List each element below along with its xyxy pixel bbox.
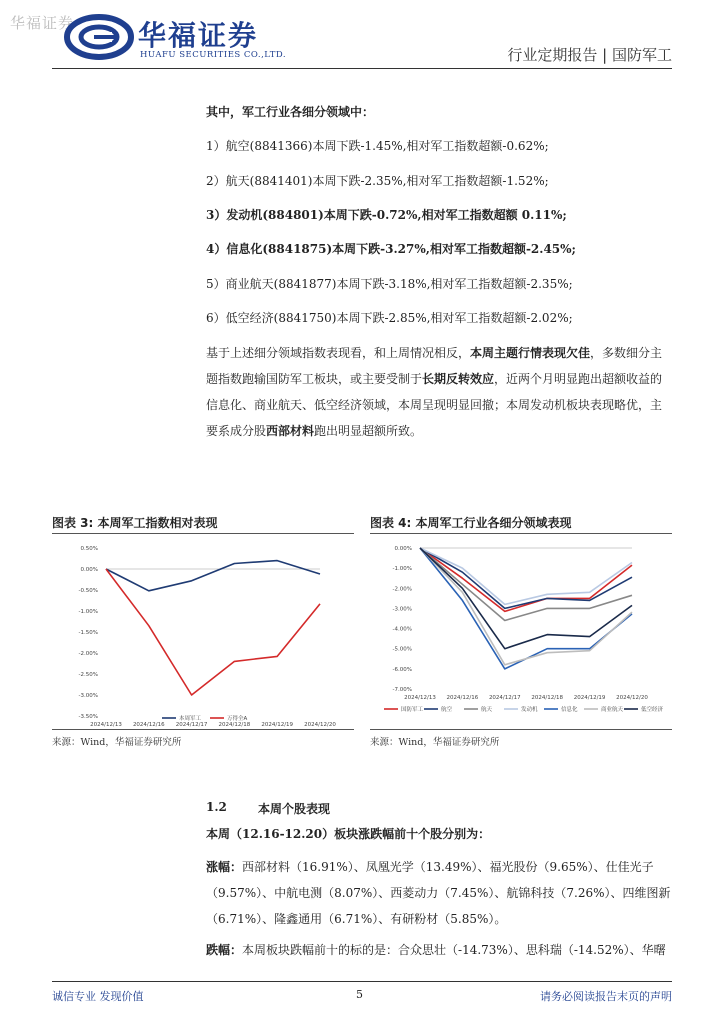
y-tick-label: -3.00% <box>78 693 98 699</box>
figure4-top-rule <box>370 533 672 534</box>
summary-text: ，近两个月明显跑出超额收益的信息化、商业航天、低空经济领域，本周呈现明显回撤；本周发动机板块表现略优，主要系成分股 <box>206 372 663 438</box>
legend-label: 发动机 <box>521 707 538 713</box>
figure4-chart <box>370 538 672 728</box>
y-tick-label: -0.50% <box>78 588 98 594</box>
summary-highlight: 长期反转效应 <box>422 372 495 386</box>
list-item: 1）航空(8841366)本周下跌-1.45%,相对军工指数超额-0.62%; <box>206 139 549 153</box>
figure3-chart <box>52 538 354 728</box>
summary-text: 跑出明显超额所致。 <box>314 424 423 438</box>
intro-text: 其中，军工行业各细分领域中： <box>206 105 375 119</box>
section-title: 本周个股表现 <box>258 802 331 816</box>
summary-highlight: 本周主题行情表现欠佳 <box>470 346 591 360</box>
x-tick-label: 2024/12/17 <box>175 722 208 728</box>
figure4-title: 图表 4: 本周军工行业各细分领域表现 <box>370 516 572 530</box>
y-tick-label: -6.00% <box>392 666 412 673</box>
x-tick-label: 2024/12/18 <box>218 722 251 728</box>
x-tick-label: 2024/12/20 <box>304 722 336 728</box>
legend-label: 航空 <box>441 707 453 713</box>
losers-paragraph <box>206 939 671 961</box>
x-tick-label: 2024/12/19 <box>261 722 294 728</box>
x-tick-label: 2024/12/19 <box>573 695 606 701</box>
summary-highlight: 西部材料 <box>266 424 315 438</box>
losers-text: 本周板块跌幅前十的标的是：合众思壮（-14.73%）、思科瑞（-14.52%）、华曙 <box>242 943 666 957</box>
legend-label: 航天 <box>481 707 493 713</box>
footer-slogan: 诚信专业 发现价值 <box>52 990 144 1003</box>
y-tick-label: -1.50% <box>78 630 98 636</box>
x-tick-label: 2024/12/18 <box>531 695 564 701</box>
y-tick-label: 0.50% <box>80 546 98 552</box>
list-item: 4）信息化(8841875)本周下跌-3.27%,相对军工指数超额-2.45%; <box>206 242 576 256</box>
x-tick-label: 2024/12/16 <box>132 722 165 728</box>
figure3-bottom-rule <box>52 729 354 730</box>
figure3-title: 图表 3: 本周军工指数相对表现 <box>52 516 218 530</box>
gainers-paragraph <box>206 854 671 932</box>
header-divider <box>52 68 672 69</box>
series-line <box>106 569 320 695</box>
x-tick-label: 2024/12/17 <box>488 695 521 701</box>
y-tick-label: -2.00% <box>392 586 412 593</box>
footer-divider <box>52 981 672 982</box>
y-tick-label: -3.50% <box>78 714 98 720</box>
y-tick-label: 0.00% <box>80 567 98 573</box>
summary-text: 基于上述细分领域指数表现看，和上周情况相反， <box>206 346 471 360</box>
legend-label: 低空经济 <box>641 707 664 713</box>
y-tick-label: -4.00% <box>392 626 412 633</box>
legend-label: 信息化 <box>561 707 578 713</box>
gainers-text: 西部材料（16.91%）、凤凰光学（13.49%）、福光股份（9.65%）、仕佳光子（9.57%）、中航电测（8.07%）、西菱动力（7.45%）、航锦科技（7.26%）、四维图新（6.71%）、隆鑫通用（6.71%）、有研粉材（5.85%）。 <box>206 860 671 926</box>
list-item: 2）航天(8841401)本周下跌-2.35%,相对军工指数超额-1.52%; <box>206 174 549 188</box>
figure4-bottom-rule <box>370 729 672 730</box>
series-line <box>106 561 320 591</box>
logo-swirl-icon <box>64 12 134 62</box>
list-item: 6）低空经济(8841750)本周下跌-2.85%,相对军工指数超额-2.02%; <box>206 311 573 325</box>
y-tick-label: -5.00% <box>392 646 412 653</box>
losers-label: 跌幅： <box>206 943 243 957</box>
legend-label: 商业航天 <box>601 707 624 713</box>
y-tick-label: -1.00% <box>392 566 412 573</box>
legend-label: 万得全A <box>227 716 248 722</box>
list-item: 5）商业航天(8841877)本周下跌-3.18%,相对军工指数超额-2.35%; <box>206 277 573 291</box>
page-number: 5 <box>356 988 363 1001</box>
summary-text: ，多数细分主题指数跑输国防军工板块，或主要受制于 <box>206 346 663 386</box>
x-tick-label: 2024/12/13 <box>404 695 436 701</box>
section-lead: 本周（12.16-12.20）板块涨跌幅前十个股分别为： <box>206 827 491 841</box>
y-tick-label: -2.00% <box>78 651 98 657</box>
legend-label: 本周军工 <box>179 716 202 722</box>
section-number: 1.2 <box>206 800 227 814</box>
gainers-label: 涨幅： <box>206 860 243 874</box>
brand-name-en: HUAFU SECURITIES CO.,LTD. <box>140 50 287 60</box>
figure4-source: 来源：Wind，华福证券研究所 <box>370 737 500 748</box>
figure3-source: 来源：Wind，华福证券研究所 <box>52 737 182 748</box>
legend-label: 国防军工 <box>401 707 424 713</box>
brand-name-cn: 华福证券 <box>138 19 259 52</box>
x-tick-label: 2024/12/16 <box>446 695 479 701</box>
y-tick-label: -3.00% <box>392 606 412 613</box>
report-type: 行业定期报告 | 国防军工 <box>507 46 672 64</box>
footer-disclaimer: 请务必阅读报告末页的声明 <box>540 990 672 1003</box>
summary-paragraph <box>206 340 671 444</box>
x-tick-label: 2024/12/13 <box>90 722 122 728</box>
figure3-top-rule <box>52 533 354 534</box>
y-tick-label: -1.00% <box>78 609 98 615</box>
series-line <box>420 548 632 611</box>
y-tick-label: -2.50% <box>78 672 98 678</box>
x-tick-label: 2024/12/20 <box>616 695 648 701</box>
y-tick-label: -7.00% <box>392 687 412 693</box>
y-tick-label: 0.00% <box>394 546 412 552</box>
list-item: 3）发动机(884801)本周下跌-0.72%,相对军工指数超额 0.11%; <box>206 208 567 222</box>
watermark-text: 华福证券 <box>10 14 75 32</box>
